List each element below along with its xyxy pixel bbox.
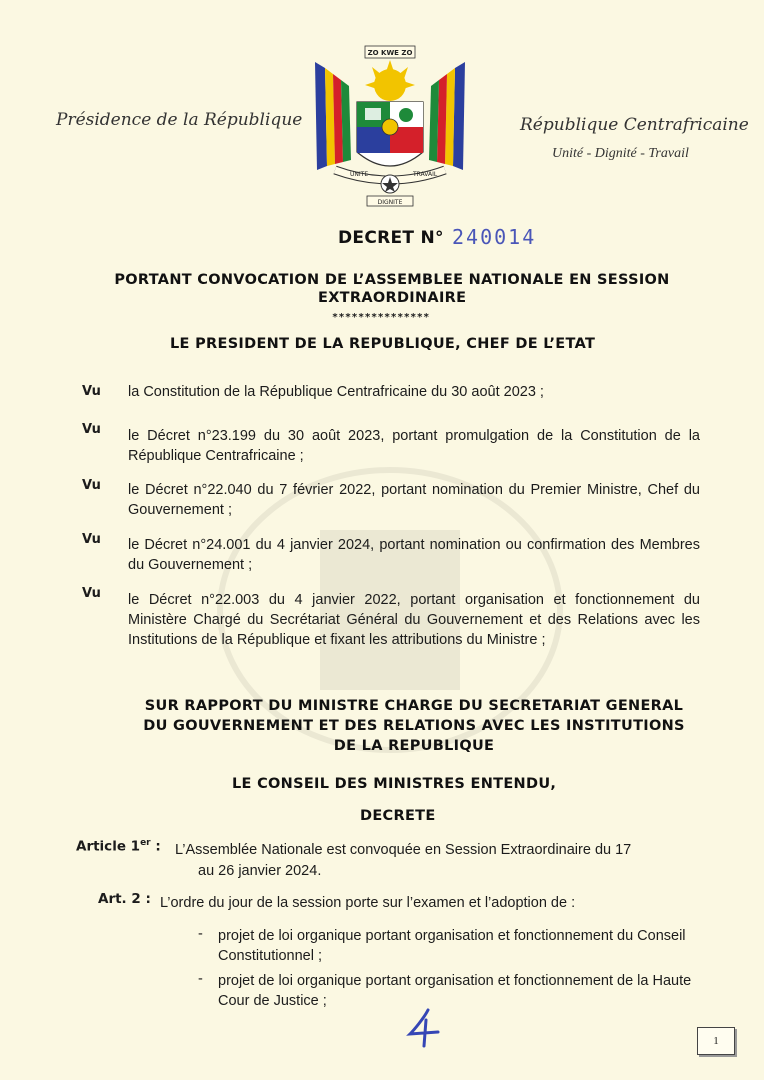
rapport-heading (128, 696, 700, 756)
president-heading: LE PRESIDENT DE LA REPUBLIQUE, CHEF DE L’ETAT (170, 336, 596, 352)
article-1-label-sep: : (150, 838, 161, 855)
list-item: projet de loi organique portant organisation et fonctionnement du Conseil Constitutionnel ; (218, 928, 686, 964)
separator-stars: *************** (332, 312, 430, 323)
rapport-line1: SUR RAPPORT DU MINISTRE CHARGE DU SECRETARIAT GENERAL (144, 698, 684, 714)
coa-ribbon-left: UNITE (350, 171, 369, 178)
visa-label: Vu (82, 532, 101, 547)
signature-icon (404, 1008, 444, 1048)
visa-text: le Décret n°23.199 du 30 août 2023, portant promulgation de la Constitution de la République Centrafricaine ; (128, 428, 700, 464)
coa-ribbon-right: TRAVAIL (413, 171, 438, 178)
decree-title-line1: PORTANT CONVOCATION DE L’ASSEMBLEE NATIONALE EN SESSION (114, 272, 670, 288)
decree-number-stamp: 240014 (452, 225, 537, 249)
presidency-title: Présidence de la République (56, 110, 303, 130)
article-2-label: Art. 2 : (98, 891, 151, 907)
coat-of-arms-icon (305, 40, 475, 212)
decree-title (0, 270, 764, 290)
national-motto: Unité - Dignité - Travail (552, 146, 689, 161)
list-dash: - (198, 971, 203, 987)
article-1-label-text: Article 1 (76, 838, 141, 855)
article-1-label-sup: er (140, 838, 151, 848)
article-1-line2: au 26 janvier 2024. (198, 863, 322, 879)
visa-text: le Décret n°22.003 du 4 janvier 2022, portant organisation et fonctionnement du Ministère Chargé du Secrétariat Général du Gouvernement et des Relations avec les Institutions de la République et fixant les attributions du Ministre ; (128, 592, 700, 648)
page-number: 1 (697, 1027, 735, 1055)
visa-label: Vu (82, 422, 101, 437)
republic-title: République Centrafricaine (520, 115, 749, 135)
coa-banner-text: ZO KWE ZO (367, 49, 413, 57)
visa-label: Vu (82, 586, 101, 601)
visa-text: la Constitution de la République Centrafricaine du 30 août 2023 ; (128, 384, 544, 400)
article-2-line1: L’ordre du jour de la session porte sur l’examen et l’adoption de : (160, 895, 576, 911)
article-1-label (76, 838, 161, 855)
coa-ribbon-bottom: DIGNITE (377, 199, 403, 206)
visa-label: Vu (82, 384, 101, 399)
list-dash: - (198, 926, 203, 942)
visa-text: le Décret n°22.040 du 7 février 2022, portant nomination du Premier Ministre, Chef du Gouvernement ; (128, 482, 700, 518)
decree-label: DECRET N° (338, 228, 444, 248)
decree-title-line2: EXTRAORDINAIRE (318, 290, 467, 306)
visa-label: Vu (82, 478, 101, 493)
visa-text: le Décret n°24.001 du 4 janvier 2024, portant nomination ou confirmation des Membres du Gouvernement ; (128, 537, 700, 573)
article-1-line1: L’Assemblée Nationale est convoquée en Session Extraordinaire du 17 (175, 842, 632, 858)
rapport-line3: DE LA REPUBLIQUE (333, 738, 495, 754)
list-item: projet de loi organique portant organisation et fonctionnement de la Haute Cour de Justice ; (218, 973, 692, 1009)
council-heading: LE CONSEIL DES MINISTRES ENTENDU, (232, 776, 557, 792)
rapport-line2: DU GOUVERNEMENT ET DES RELATIONS AVEC LES INSTITUTIONS (143, 718, 685, 734)
decrete-heading: DECRETE (360, 808, 436, 824)
